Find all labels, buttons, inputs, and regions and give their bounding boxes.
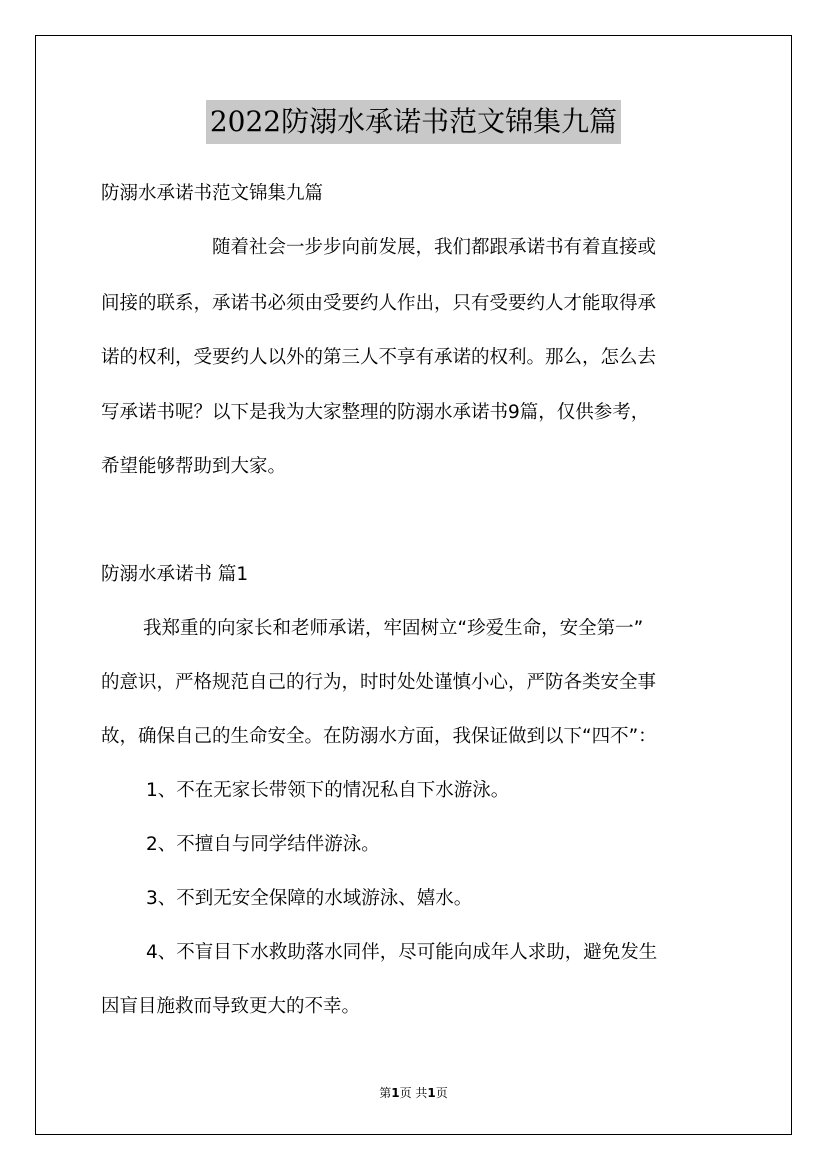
document-subtitle: 防溺水承诺书范文锦集九篇 bbox=[101, 183, 324, 204]
list-item: 3、不到无安全保障的水域游泳、嬉水。 bbox=[146, 888, 473, 909]
section-line: 因盲目施救而导致更大的不幸。 bbox=[101, 996, 361, 1017]
section-line: 的意识，严格规范自己的行为，时时处处谨慎小心，严防各类安全事 bbox=[101, 672, 657, 693]
section-heading: 防溺水承诺书 篇1 bbox=[101, 564, 249, 585]
section-line: 我郑重的向家长和老师承诺，牢固树立“珍爱生命，安全第一” bbox=[143, 618, 644, 639]
intro-line: 间接的联系，承诺书必须由受要约人作出，只有受要约人才能取得承 bbox=[101, 293, 657, 314]
list-item: 2、不擅自与同学结伴游泳。 bbox=[146, 834, 380, 855]
section-line: 故，确保自己的生命安全。在防溺水方面，我保证做到以下“四不”： bbox=[101, 726, 657, 747]
list-item: 4、不盲目下水救助落水同伴，尽可能向成年人求助，避免发生 bbox=[146, 942, 658, 963]
page-label-prefix: 第 bbox=[379, 1086, 392, 1100]
intro-line: 希望能够帮助到大家。 bbox=[101, 456, 287, 477]
list-item: 1、不在无家长带领下的情况私自下水游泳。 bbox=[146, 780, 510, 801]
intro-line: 写承诺书呢？以下是我为大家整理的防溺水承诺书9篇，仅供参考， bbox=[101, 402, 650, 423]
intro-line: 随着社会一步步向前发展，我们都跟承诺书有着直接或 bbox=[212, 237, 657, 258]
page-label-suffix: 页 bbox=[435, 1086, 448, 1100]
intro-line: 诺的权利，受要约人以外的第三人不享有承诺的权利。那么，怎么去 bbox=[101, 347, 657, 368]
page-label-mid: 页 共 bbox=[399, 1086, 428, 1100]
page-total: 1 bbox=[427, 1086, 436, 1100]
page-current: 1 bbox=[391, 1086, 400, 1100]
page-footer bbox=[0, 1084, 827, 1101]
title-container bbox=[0, 100, 827, 144]
document-title: 2022防溺水承诺书范文锦集九篇 bbox=[206, 100, 621, 144]
